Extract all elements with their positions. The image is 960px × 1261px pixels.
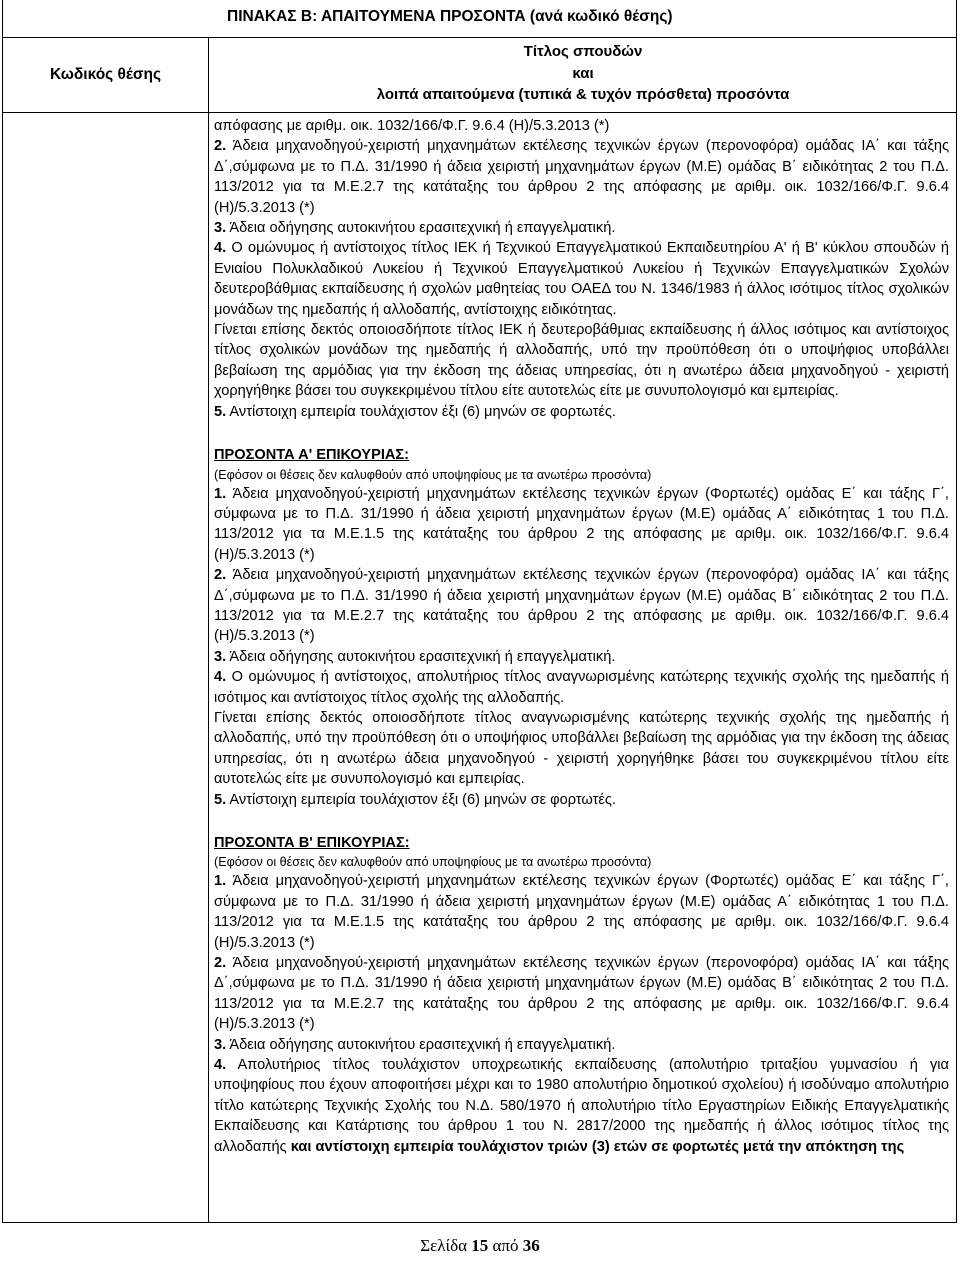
list-item: [214, 1035, 949, 1055]
item-number: 3.: [214, 1036, 227, 1053]
item-number: 1.: [214, 873, 227, 890]
item-text: Άδεια οδήγησης αυτοκινήτου ερασιτεχνική ή επαγγελματική.: [226, 1036, 616, 1053]
item-number: 3.: [214, 648, 227, 665]
page-of: από: [488, 1236, 523, 1255]
item-text: Άδεια οδήγησης αυτοκινήτου ερασιτεχνική ή επαγγελματική.: [226, 648, 616, 665]
column-header-title-line2: και: [572, 64, 594, 82]
column-header-title-line1: Τίτλος σπουδών: [523, 43, 643, 60]
list-item: [214, 667, 949, 708]
item-number: 2.: [214, 955, 227, 972]
list-item: [214, 871, 949, 953]
page-label: Σελίδα: [420, 1236, 472, 1255]
item-text: Άδεια μηχανοδηγού-χειριστή μηχανημάτων εκτέλεσης τεχνικών έργων (Φορτωτές) ομάδας Ε΄ και τάξης Γ΄, σύμφωνα με το Π.Δ. 31/1990 ή άδεια χειριστή μηχανημάτων έργων (Μ.Ε) ομάδας Α΄ ειδικότητας 1 του Π.Δ. 113/2012 για τα Μ.Ε.1.5 της κατάταξης του άρθρου 2 της απόφασης με αριθμ. οικ. 1032/166/Φ.Γ. 9.6.4 (Η)/5.3.2013 (*): [214, 485, 949, 563]
item-text: Ο ομώνυμος ή αντίστοιχος τίτλος ΙΕΚ ή Τεχνικού Επαγγελματικού Εκπαιδευτηρίου Α' ή Β' κύκλου σπουδών ή Ενιαίου Πολυκλαδικού Λυκείου ή Τεχνικού Επαγγελματικού Λυκείου ή Τεχνικών Επαγγελματικών Σχολών δευτεροβάθμιας εκπαίδευσης ή σχολών μαθητείας του ΟΑΕΔ του Ν. 1346/1983 ή άλλος ισότιμος τίτλος σχολικών μονάδων της ημεδαπής ή αλλοδαπής, αντίστοιχης ειδικότητας.: [214, 240, 949, 318]
item-number: 4.: [214, 1057, 227, 1074]
qualifications-cell: [214, 116, 949, 1157]
section-note-a: (Εφόσον οι θέσεις δεν καλυφθούν από υποψηφίους με τα ανωτέρω προσόντα): [214, 467, 652, 482]
list-item: [214, 402, 949, 422]
item-text: Άδεια μηχανοδηγού-χειριστή μηχανημάτων εκτέλεσης τεχνικών έργων (περονοφόρα) ομάδας ΙΑ΄ και τάξης Δ΄,σύμφωνα με το Π.Δ. 31/1990 ή άδεια χειριστή μηχανημάτων έργων (Μ.Ε) ομάδας Β΄ ειδικότητας 2 του Π.Δ. 113/2012 για τα Μ.Ε.2.7 της κατάταξης του άρθρου 2 της απόφασης με αριθμ. οικ. 1032/166/Φ.Γ. 9.6.4 (Η)/5.3.2013 (*): [214, 138, 949, 216]
item-number: 4.: [214, 240, 227, 257]
list-item: [214, 218, 949, 238]
column-header-title-line3: λοιπά απαιτούμενα (τυπικά & τυχόν πρόσθετα) προσόντα: [376, 86, 790, 103]
section-heading-a: ΠΡΟΣΟΝΤΑ Α' ΕΠΙΚΟΥΡΙΑΣ:: [214, 447, 410, 464]
item-text: Άδεια μηχανοδηγού-χειριστή μηχανημάτων εκτέλεσης τεχνικών έργων (Φορτωτές) ομάδας Ε΄ και τάξης Γ΄, σύμφωνα με το Π.Δ. 31/1990 ή άδεια χειριστή μηχανημάτων έργων (Μ.Ε) ομάδας Α΄ ειδικότητας 1 του Π.Δ. 113/2012 για τα Μ.Ε.1.5 της κατάταξης του άρθρου 2 της απόφασης με αριθμ. οικ. 1032/166/Φ.Γ. 9.6.4 (Η)/5.3.2013 (*): [214, 873, 949, 951]
item-number: 2.: [214, 138, 227, 155]
paragraph: Γίνεται επίσης δεκτός οποιοσδήποτε τίτλος ΙΕΚ ή δευτεροβάθμιας εκπαίδευσης ή άλλος ισότιμος και αντίστοιχος τίτλος σχολικών μονάδων της ημεδαπής ή αλλοδαπής, υπό την προϋπόθεση ότι ο υποψήφιος υποβάλλει βεβαίωση της αρμόδιας για την έκδοση της άδειας υπηρεσίας, ότι η ανωτέρω άδεια μηχανοδηγού - χειριστή χορηγήθηκε βάσει του συγκεκριμένου τίτλου είτε αυτοτελώς είτε με συνυπολογισμό και εμπειρίας.: [214, 322, 949, 400]
list-item: [214, 647, 949, 667]
item-number: 5.: [214, 791, 227, 808]
column-header-title: [210, 41, 956, 106]
item-text: Ο ομώνυμος ή αντίστοιχος, απολυτήριος τίτλος αναγνωρισμένης κατώτερης τεχνικής σχολής της ημεδαπής ή ισότιμος και αντίστοιχος τίτλος σχολής της αλλοδαπής.: [214, 669, 949, 706]
table-title: ΠΙΝΑΚΑΣ Β: ΑΠΑΙΤΟΥΜΕΝΑ ΠΡΟΣΟΝΤΑ (ανά κωδικό θέσης): [227, 8, 673, 25]
list-item: [214, 1055, 949, 1157]
item-number: 5.: [214, 403, 227, 420]
item-text: Αντίστοιχη εμπειρία τουλάχιστον έξι (6) μηνών σε φορτωτές.: [226, 403, 616, 420]
item-number: 3.: [214, 220, 227, 237]
page-total: 36: [522, 1236, 540, 1255]
list-item: [214, 565, 949, 647]
list-item: [214, 484, 949, 566]
list-item: [214, 790, 949, 810]
table-title-row: [3, 0, 956, 38]
item-number: 2.: [214, 567, 227, 584]
paragraph: Γίνεται επίσης δεκτός οποιοσδήποτε τίτλος αναγνωρισμένης κατώτερης τεχνικής σχολής της ημεδαπής ή αλλοδαπής, υπό την προϋπόθεση ότι ο υποψήφιος υποβάλλει βεβαίωση της αρμόδιας για την έκδοση της άδειας υπηρεσίας, ότι η ανωτέρω άδεια μηχανοδηγού - χειριστή χορηγήθηκε βάσει του συγκεκριμένου τίτλου είτε αυτοτελώς είτε με συνυπολογισμό και εμπειρίας.: [214, 709, 949, 788]
table-header-row: [3, 37, 956, 113]
item-number: 1.: [214, 485, 227, 502]
item-text: Άδεια μηχανοδηγού-χειριστή μηχανημάτων εκτέλεσης τεχνικών έργων (περονοφόρα) ομάδας ΙΑ΄ και τάξης Δ΄,σύμφωνα με το Π.Δ. 31/1990 ή άδεια χειριστή μηχανημάτων έργων (Μ.Ε) ομάδας Β΄ ειδικότητας 2 του Π.Δ. 113/2012 για τα Μ.Ε.2.7 της κατάταξης του άρθρου 2 της απόφασης με αριθμ. οικ. 1032/166/Φ.Γ. 9.6.4 (Η)/5.3.2013 (*): [214, 955, 949, 1033]
item-text: Απολυτήριος τίτλος τουλάχιστον υποχρεωτικής εκπαίδευσης (απολυτήριο τριταξίου γυμνασίου ή για υποψηφίους που έχουν αποφοιτήσει μέχρι και το 1980 απολυτήριο δημοτικού σχολείου) ή ισοδύναμο απολυτήριο τίτλο κατώτερης Τεχνικής Σχολής του Ν.Δ. 580/1970 ή απολυτήριο τίτλο Εργαστηρίων Ειδικής Επαγγελματικής Εκπαίδευσης και Κατάρτισης του άρθρου 1 του Ν. 2817/2000 της ημεδαπής ή άλλος ισότιμος τίτλος της αλλοδαπής: [214, 1057, 949, 1155]
item-number: 4.: [214, 669, 227, 686]
item-text: Άδεια οδήγησης αυτοκινήτου ερασιτεχνική ή επαγγελματική.: [226, 220, 616, 237]
page-number: 15: [471, 1236, 489, 1255]
list-item: [214, 136, 949, 218]
item-text-bold: και αντίστοιχη εμπειρία τουλάχιστον τριών (3) ετών σε φορτωτές μετά την απόκτηση της: [290, 1138, 905, 1155]
paragraph: απόφασης με αριθμ. οικ. 1032/166/Φ.Γ. 9.6.4 (Η)/5.3.2013 (*): [214, 118, 610, 134]
page-footer: [0, 1236, 960, 1256]
column-divider: [208, 37, 209, 1222]
item-text: Άδεια μηχανοδηγού-χειριστή μηχανημάτων εκτέλεσης τεχνικών έργων (περονοφόρα) ομάδας ΙΑ΄ και τάξης Δ΄,σύμφωνα με το Π.Δ. 31/1990 ή άδεια χειριστή μηχανημάτων έργων (Μ.Ε) ομάδας Β΄ ειδικότητας 2 του Π.Δ. 113/2012 για τα Μ.Ε.2.7 της κατάταξης του άρθρου 2 της απόφασης με αριθμ. οικ. 1032/166/Φ.Γ. 9.6.4 (Η)/5.3.2013 (*): [214, 567, 949, 645]
section-heading-b: ΠΡΟΣΟΝΤΑ Β' ΕΠΙΚΟΥΡΙΑΣ:: [214, 835, 410, 851]
list-item: [214, 953, 949, 1035]
item-text: Αντίστοιχη εμπειρία τουλάχιστον έξι (6) μηνών σε φορτωτές.: [226, 791, 616, 808]
column-header-code: Κωδικός θέσης: [49, 65, 162, 83]
list-item: [214, 238, 949, 320]
section-note-b: (Εφόσον οι θέσεις δεν καλυφθούν από υποψηφίους με τα ανωτέρω προσόντα): [214, 855, 652, 870]
